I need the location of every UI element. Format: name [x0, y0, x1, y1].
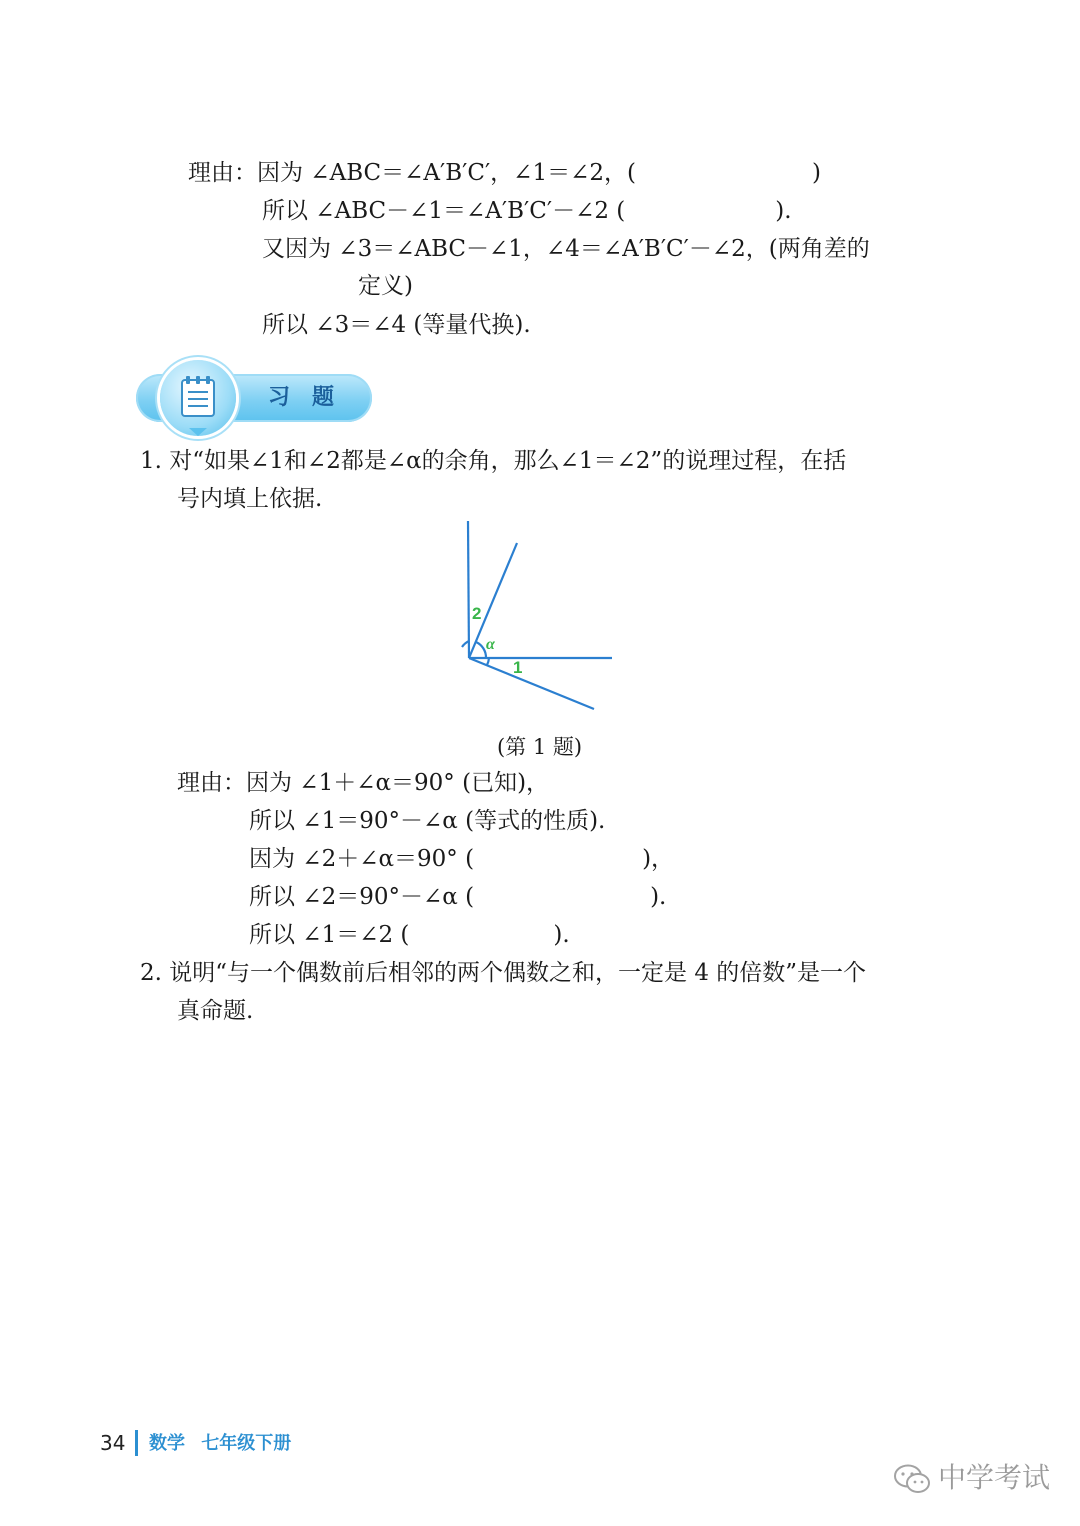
- banner-pointer: [189, 428, 207, 436]
- question-2-line-2: 真命题.: [177, 998, 254, 1024]
- q1-reason-4: [249, 882, 666, 912]
- angle-alpha-label: α: [486, 636, 495, 653]
- wechat-icon: [893, 1463, 933, 1495]
- angle-alpha-arc: [476, 642, 486, 658]
- q1-reason-4-text: 所以 ∠2＝90°－∠α (: [249, 884, 475, 910]
- q1-reason-2: 所以 ∠1＝90°－∠α (等式的性质).: [249, 808, 606, 834]
- proof-line-4: 定义): [358, 273, 413, 299]
- blank-close: ).: [775, 198, 792, 224]
- proof-line-1: [188, 158, 821, 188]
- blank-close: ).: [650, 884, 667, 910]
- proof-line-5: 所以 ∠3＝∠4 (等量代换).: [262, 312, 531, 338]
- q1-reason-5-text: 所以 ∠1＝∠2 (: [249, 922, 410, 948]
- q1-reason-5: [249, 920, 570, 950]
- page-number: 34: [100, 1431, 126, 1455]
- q1-reason-3-text: 因为 ∠2＋∠α＝90° (: [249, 846, 475, 872]
- q1-reason-1: 理由：因为 ∠1＋∠α＝90° (已知)，: [177, 770, 550, 796]
- exercise-banner-title: 习题: [268, 385, 357, 410]
- question-1-line-2: 号内填上依据.: [177, 486, 323, 512]
- angle-figure: [440, 515, 630, 715]
- proof-line-1-text: 理由：因为 ∠ABC＝∠A′B′C′，∠1＝∠2，(: [188, 160, 636, 186]
- q1-reason-3: [249, 844, 674, 874]
- blank-close: )，: [642, 846, 675, 872]
- proof-line-2: [262, 196, 792, 226]
- angle-1-label: 1: [513, 658, 523, 677]
- blank-close: ).: [553, 922, 570, 948]
- notepad-icon: [160, 360, 236, 436]
- footer-divider: [135, 1430, 138, 1456]
- ray-lower: [469, 658, 594, 709]
- figure-caption: (第 1 题): [497, 735, 583, 759]
- question-1-line-1: 1. 对“如果∠1和∠2都是∠α的余角，那么∠1＝∠2”的说理过程，在括: [140, 448, 847, 474]
- question-2-line-1: 2. 说明“与一个偶数前后相邻的两个偶数之和，一定是 4 的倍数”是一个: [140, 960, 867, 986]
- proof-line-3: 又因为 ∠3＝∠ABC－∠1，∠4＝∠A′B′C′－∠2，(两角差的: [262, 236, 870, 262]
- watermark-text: 中学考试: [938, 1461, 1051, 1494]
- proof-line-2-text: 所以 ∠ABC－∠1＝∠A′B′C′－∠2 (: [262, 198, 626, 224]
- ray-vertical: [468, 521, 469, 658]
- book-title: 数学 七年级下册: [149, 1433, 292, 1454]
- angle-2-label: 2: [472, 604, 482, 623]
- blank-close: ): [811, 160, 821, 186]
